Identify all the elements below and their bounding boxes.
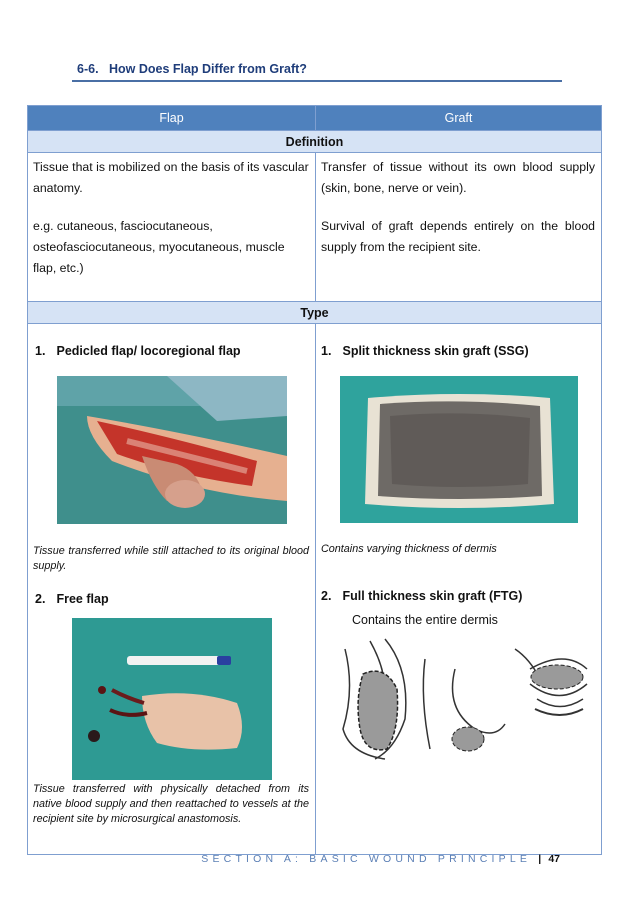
split-thickness-graft-photo — [340, 376, 578, 523]
graft-type-2-title: Full thickness skin graft (FTG) — [342, 589, 523, 603]
pedicled-flap-photo — [57, 376, 287, 524]
graft-type-2-subtitle: Contains the entire dermis — [352, 613, 498, 627]
footer-separator: | — [538, 853, 542, 865]
graft-type-1-caption: Contains varying thickness of dermis — [321, 543, 497, 555]
graft-definition-text: Transfer of tissue without its own blood supply (skin, bone, nerve or vein). — [321, 160, 595, 195]
flap-type-1-title: Pedicled flap/ locoregional flap — [56, 344, 241, 358]
graft-type-1-number: 1. — [321, 344, 332, 358]
flap-definition-cell — [28, 153, 316, 302]
title-underline — [72, 80, 562, 82]
comparison-table — [27, 105, 602, 855]
flap-types-cell — [28, 324, 316, 855]
footer-section-text: SECTION A: BASIC WOUND PRINCIPLE — [201, 853, 532, 865]
graft-type-1-heading — [316, 324, 601, 366]
table-header-row — [28, 106, 602, 131]
section-title-text: How Does Flap Differ from Graft? — [108, 62, 307, 76]
flap-type-1-number: 1. — [35, 344, 46, 358]
graft-survival-text: Survival of graft depends entirely on the blood supply from the recipient site. — [321, 219, 595, 254]
type-row — [28, 324, 602, 855]
type-band-row — [28, 302, 602, 324]
graft-types-cell — [316, 324, 602, 855]
full-thickness-graft-illustration — [325, 629, 593, 769]
type-band: Type — [28, 302, 602, 324]
flap-examples-text: e.g. cutaneous, fasciocutaneous, osteofasciocutaneous, myocutaneous, muscle flap, etc.) — [33, 219, 285, 275]
graft-type-2-number: 2. — [321, 589, 332, 603]
flap-definition-text: Tissue that is mobilized on the basis of its vascular anatomy. — [33, 160, 309, 195]
section-number: 6-6. — [77, 62, 99, 76]
page-number: 47 — [548, 853, 560, 865]
graft-type-2-heading — [316, 557, 601, 611]
page-footer — [201, 853, 560, 865]
header-graft: Graft — [316, 106, 602, 131]
free-flap-photo — [72, 618, 272, 780]
section-title — [77, 62, 307, 76]
flap-type-2-heading — [28, 574, 315, 614]
graft-type-1-title: Split thickness skin graft (SSG) — [342, 344, 529, 358]
flap-type-1-heading — [28, 324, 315, 366]
definition-row — [28, 153, 602, 302]
flap-type-2-caption: Tissue transferred with physically detached from its native blood supply and then reattached to vessels at the recipient site by microsurgical anastomosis. — [33, 783, 309, 825]
definition-band-row — [28, 131, 602, 153]
graft-definition-cell — [316, 153, 602, 302]
flap-type-2-title: Free flap — [56, 592, 109, 606]
flap-type-1-caption: Tissue transferred while still attached to its original blood supply. — [33, 545, 309, 572]
header-flap: Flap — [28, 106, 316, 131]
definition-band: Definition — [28, 131, 602, 153]
flap-type-2-number: 2. — [35, 592, 46, 606]
